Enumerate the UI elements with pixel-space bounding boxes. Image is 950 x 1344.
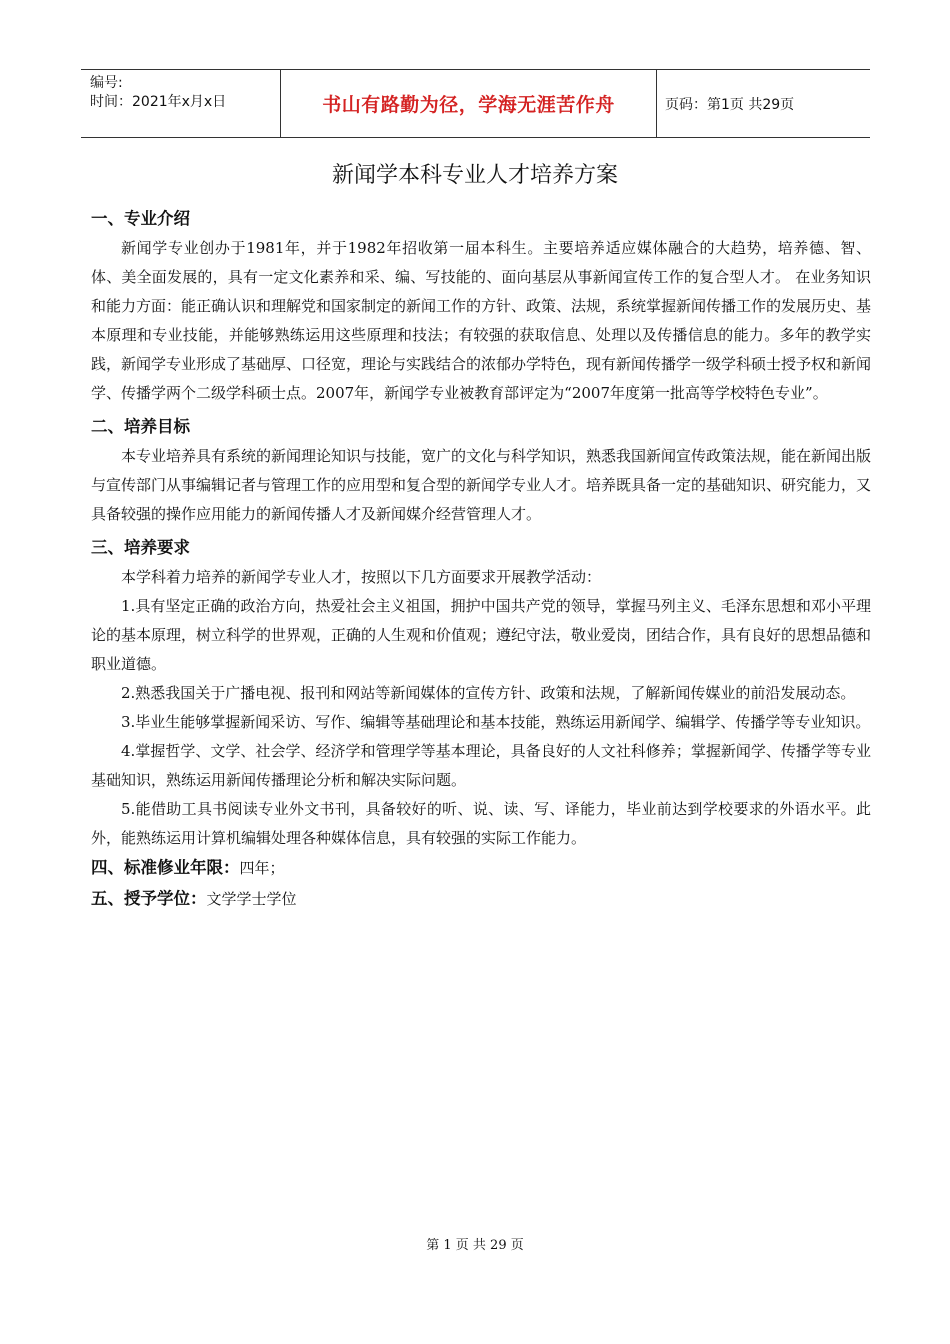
header-divider <box>656 70 657 137</box>
header-page-info: 页码：第1页 共29页 <box>665 96 795 113</box>
section-paragraph: 本学科着力培养的新闻学专业人才，按照以下几方面要求开展教学活动： <box>121 568 602 586</box>
section-paragraph: 新闻学专业创办于1981年，并于1982年招收第一届本科生。主要培养适应媒体融合的大趋势，培养德、智、体、美全面发展的，具有一定文化素养和采、编、写技能的、面向基层从事新闻宣传工作的复合型人才。 在业务知识和能力方面：能正确认识和理解党和国家制定的新闻工作的方针、政策、法规，系统掌握新闻传播工作的发展历史、基本原理和专业技能，并能够熟练运用这些原理和技法；有较强的获取信息、处理以及传播信息的能力。多年的教学实践，新闻学专业形成了基础厚、口径宽，理论与实践结合的浓郁办学特色，现有新闻传播学一级学科硕士授予权和新闻学、传播学两个二级学科硕士点。2007年，新闻学专业被教育部评定为“2007年度第一批高等学校特色专业”。 <box>91 239 872 402</box>
header-left-cell <box>90 74 226 112</box>
degree-label: 五、授予学位： <box>91 889 207 908</box>
document-body <box>91 207 871 911</box>
requirement-item: 4.掌握哲学、文学、社会学、经济学和管理学等基本理论，具备良好的人文社科修养；掌握新闻学、传播学等专业基础知识，熟练运用新闻传播理论分析和解决实际问题。 <box>91 742 871 789</box>
duration-value: 四年； <box>239 859 285 877</box>
section-heading-goals: 二、培养目标 <box>91 417 190 436</box>
document-title: 新闻学本科专业人才培养方案 <box>331 163 618 188</box>
requirement-item: 1.具有坚定正确的政治方向，热爱社会主义祖国，拥护中国共产党的领导，掌握马列主义、毛泽东思想和邓小平理论的基本原理，树立科学的世界观，正确的人生观和价值观；遵纪守法，敬业爱岗，团结合作，具有良好的思想品德和职业道德。 <box>91 597 872 673</box>
requirement-item: 2.熟悉我国关于广播电视、报刊和网站等新闻媒体的宣传方针、政策和法规，了解新闻传媒业的前沿发展动态。 <box>121 684 856 702</box>
section-heading-degree <box>91 887 871 911</box>
document-time-label: 时间：2021年x月x日 <box>90 94 227 110</box>
section-heading-duration <box>91 856 871 880</box>
header-motto: 书山有路勤为径，学海无涯苦作舟 <box>322 94 615 116</box>
section-heading-intro: 一、专业介绍 <box>91 209 190 228</box>
document-header-table <box>81 69 870 138</box>
requirement-item: 3.毕业生能够掌握新闻采访、写作、编辑等基础理论和基本技能，熟练运用新闻学、编辑学、传播学等专业知识。 <box>121 713 871 731</box>
document-number-label: 编号: <box>90 75 123 91</box>
requirement-item: 5.能借助工具书阅读专业外文书刊，具备较好的听、说、读、写、译能力，毕业前达到学校要求的外语水平。此外，能熟练运用计算机编辑处理各种媒体信息，具有较强的实际工作能力。 <box>91 800 871 847</box>
section-heading-requirements: 三、培养要求 <box>91 538 190 557</box>
section-paragraph: 本专业培养具有系统的新闻理论知识与技能，宽广的文化与科学知识，熟悉我国新闻宣传政策法规，能在新闻出版与宣传部门从事编辑记者与管理工作的应用型和复合型的新闻学专业人才。培养既具备一定的基础知识、研究能力，又具备较强的操作应用能力的新闻传播人才及新闻媒介经营管理人才。 <box>91 447 872 523</box>
duration-label: 四、标准修业年限： <box>91 858 240 877</box>
degree-value: 文学学士学位 <box>206 890 297 908</box>
page-footer: 第 1 页 共 29 页 <box>426 1238 524 1253</box>
